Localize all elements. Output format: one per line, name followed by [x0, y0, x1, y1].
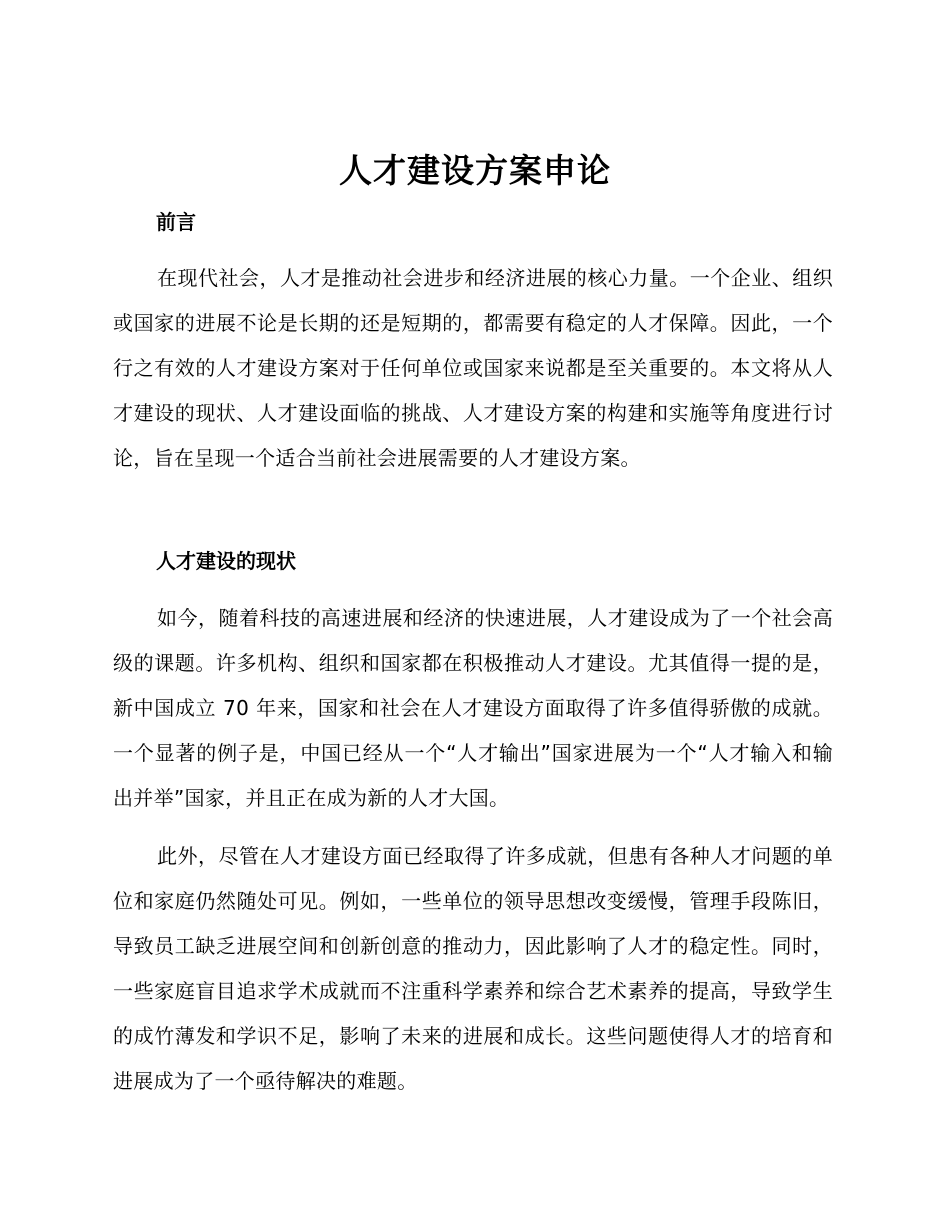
- document-title: 人才建设方案申论: [339, 151, 611, 190]
- section-heading-preface: 前言: [156, 210, 196, 234]
- section-heading-current-status: 人才建设的现状: [156, 549, 296, 573]
- current-status-paragraph-2: 此外，尽管在人才建设方面已经取得了许多成就，但患有各种人才问题的单位和家庭仍然随处可见。例如，一些单位的领导思想改变缓慢，管理手段陈旧，导致员工缺乏进展空间和创新创意的推动力，因此影响了人才的稳定性。同时，一些家庭盲目追求学术成就而不注重科学素养和综合艺术素养的提高，导致学生的成竹薄发和学识不足，影响了未来的进展和成长。这些问题使得人才的培育和进展成为了一个亟待解决的难题。: [113, 844, 833, 1093]
- preface-paragraph: 在现代社会，人才是推动社会进步和经济进展的核心力量。一个企业、组织或国家的进展不论是长期的还是短期的，都需要有稳定的人才保障。因此，一个行之有效的人才建设方案对于任何单位或国家来说都是至关重要的。本文将从人才建设的现状、人才建设面临的挑战、人才建设方案的构建和实施等角度进行讨论，旨在呈现一个适合当前社会进展需要的人才建设方案。: [113, 266, 833, 470]
- current-status-paragraph-1: 如今，随着科技的高速进展和经济的快速进展，人才建设成为了一个社会高级的课题。许多机构、组织和国家都在积极推动人才建设。尤其值得一提的是，新中国成立 70 年来，国家和社会在人才建设方面取得了许多值得骄傲的成就。一个显著的例子是，中国已经从一个“人才输出”国家进展为一个“人才输入和输出并举”国家，并且正在成为新的人才大国。: [113, 606, 833, 810]
